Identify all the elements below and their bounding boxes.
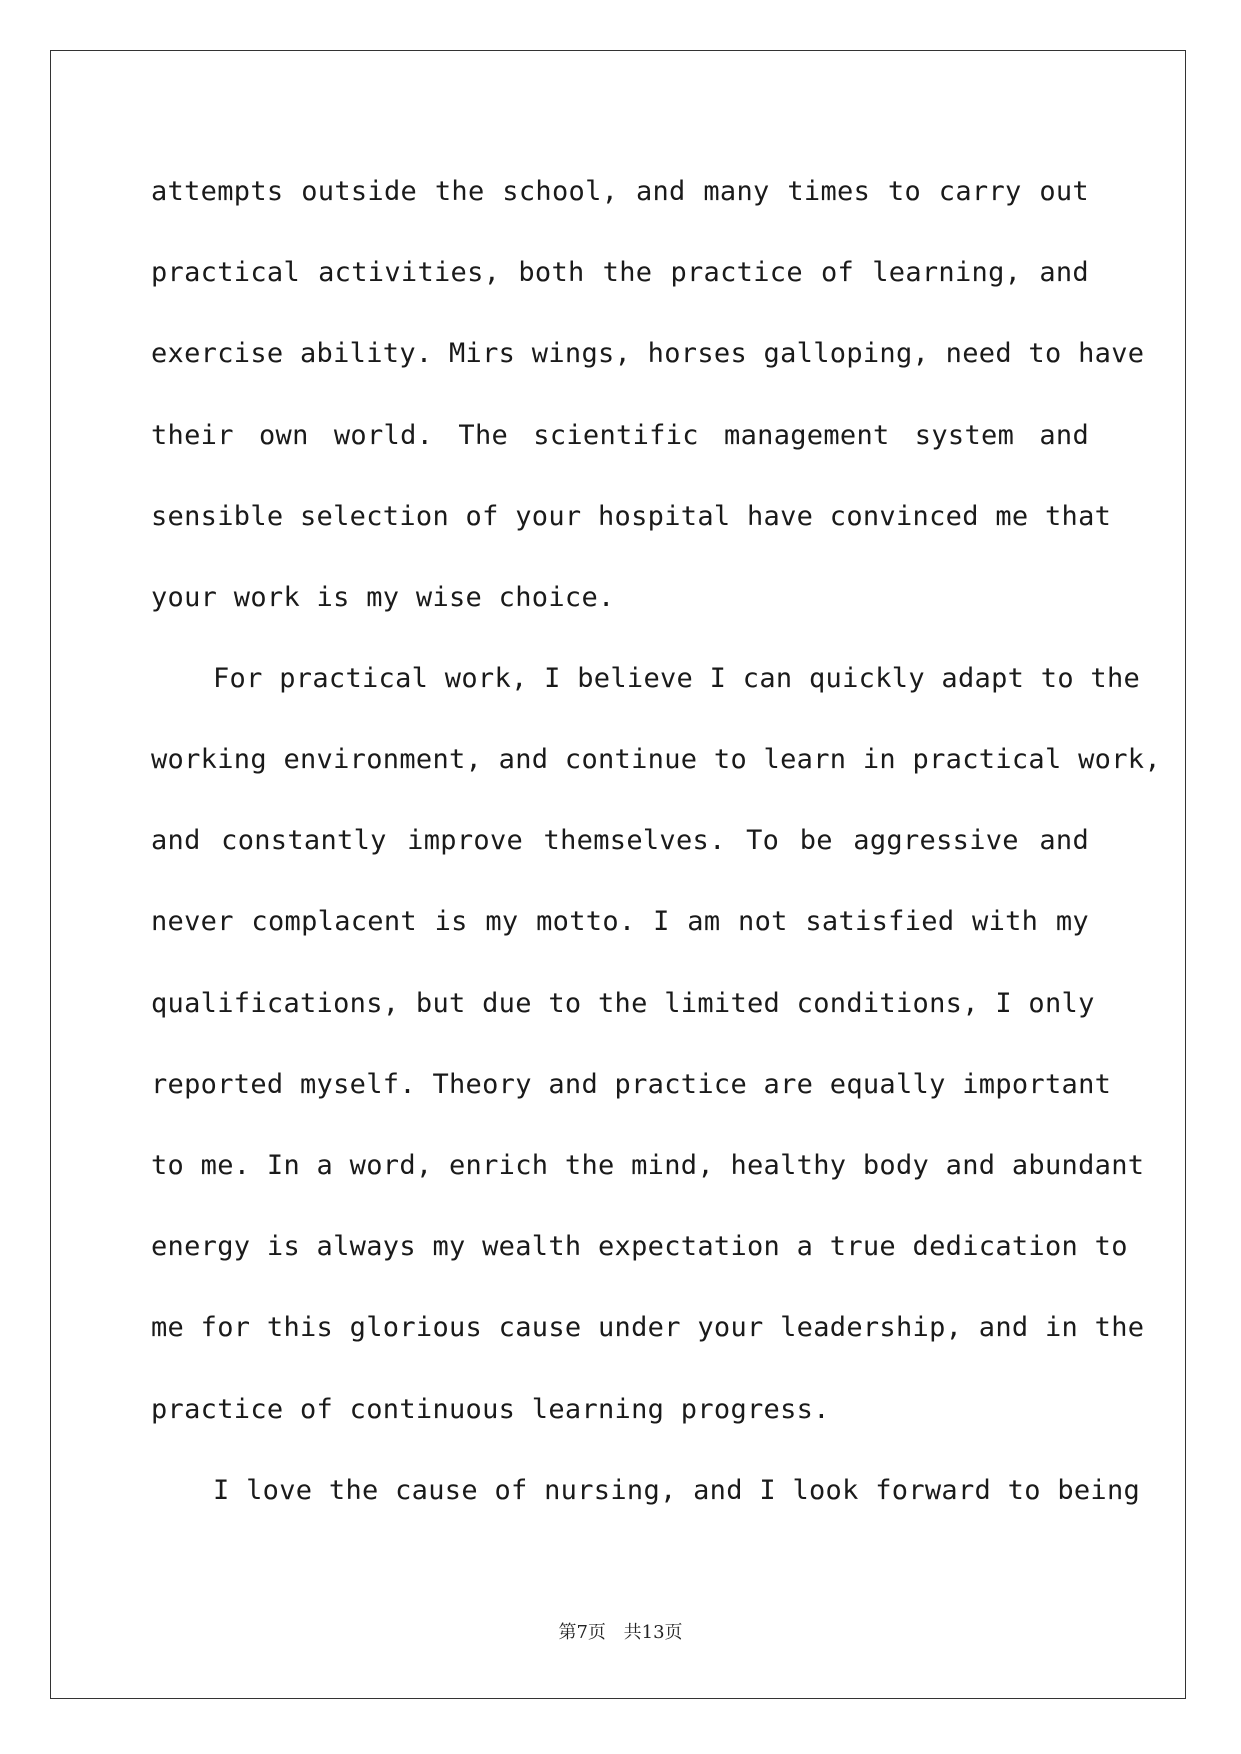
text-line: and constantly improve themselves. To be aggressive and — [151, 825, 1089, 856]
text-line: For practical work, I believe I can quickly adapt to the — [213, 663, 1141, 694]
text-line: me for this glorious cause under your leadership, and in the — [151, 1312, 1145, 1343]
text-line: to me. In a word, enrich the mind, healthy body and abundant — [151, 1150, 1145, 1181]
text-line: practice of continuous learning progress. — [151, 1394, 830, 1425]
page-number-footer: 第7页 共13页 — [558, 1622, 683, 1643]
text-line: energy is always my wealth expectation a true dedication to — [151, 1231, 1128, 1262]
text-line: your work is my wise choice. — [151, 582, 615, 613]
text-line: working environment, and continue to learn in practical work, — [151, 744, 1161, 775]
text-line: qualifications, but due to the limited conditions, I only — [151, 988, 1095, 1019]
text-line: attempts outside the school, and many times to carry out — [151, 176, 1089, 207]
text-line: reported myself. Theory and practice are equally important — [151, 1069, 1112, 1100]
page-border — [50, 50, 1186, 1699]
text-line: their own world. The scientific management system and — [151, 420, 1089, 451]
text-line: sensible selection of your hospital have convinced me that — [151, 501, 1112, 532]
text-line: I love the cause of nursing, and I look forward to being — [213, 1475, 1141, 1506]
text-line: practical activities, both the practice of learning, and — [151, 257, 1089, 288]
text-line: exercise ability. Mirs wings, horses galloping, need to have — [151, 338, 1145, 369]
text-line: never complacent is my motto. I am not satisfied with my — [151, 906, 1089, 937]
